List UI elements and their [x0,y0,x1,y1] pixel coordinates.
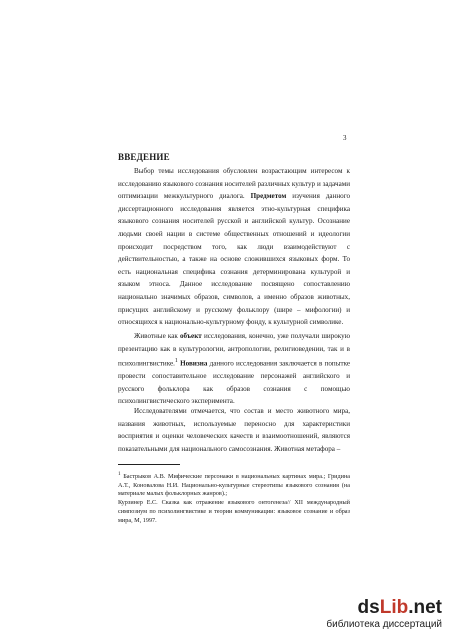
p2-text-a: Животные как [134,332,180,340]
paragraph-intro [118,165,350,329]
footnote-text-1: Бастрыков А.В. Мифические персонажи в национальных картинах мира.; Гридина А.Т., Коновалова Н.И. Национально-культурные стереотипы языкового сознания (на материале малых фольклорных жанров).; [118,473,350,498]
p1-bold-subject: Предметом [250,192,287,201]
p2-text-c: исследования, конечно, уже получали широкую презентацию как в культурологии, антропологии, религиоведении, так и в психолингвистике. [118,332,350,368]
p2-bold-novelty: Новизна [180,359,208,368]
watermark-subtitle: библиотека диссертаций [326,619,442,630]
watermark-ds: ds [357,597,380,618]
watermark-logo [326,598,442,618]
footnote [118,470,350,525]
p2-bold-object: объект [180,332,202,340]
watermark-lib: Lib [379,597,409,618]
paragraph-object [118,330,350,408]
footnote-ref: 1 [174,358,178,365]
footnote-divider [118,464,180,465]
p1-text-c: изучения данного диссертационного исследования является этно-культурная специфика языкового сознания носителей русской и английской культур. Осознание людьми своей нации в системе общественных отношений и идеологии происходит посредством того, как люди взаимодействуют с действительностью, а также на основе сложившихся языковых форм. То есть национальная специфика сознания детерминирована культурой и языком этноса. Данное исследование посвящено сопоставлению национально значимых образов, символов, а именно образов животных, присущих английскому и русскому фольклору (шире – мифологии) и относящихся к национально-культурному фонду, к культурной символике. [118,192,350,327]
p2-text-f: данного исследования заключается в попытке провести сопоставительное исследование персонажей английского и русского фольклора как образов сознания с помощью психолингвистического эксперимента. [118,359,350,406]
watermark [326,598,442,630]
p3-text: Исследователями отмечается, что состав и место животного мира, названия животных, используемые переносно для характеристики восприятия и оценки человеческих качеств и взаимоотношений, являются показательными для национального самосознания. Животная метафора – [118,407,350,453]
watermark-net: .net [408,597,442,618]
page-number: 3 [343,134,347,142]
paragraph-researchers [118,405,350,455]
page-title: ВВЕДЕНИЕ [118,152,170,162]
footnote-text-2: Курзинер Е.С. Сказка как отражение языкового онтогенеза// XII международный симпозиум по психолингвистике и теории коммуникации: языковое сознание и образ мира, М, 1997. [118,499,350,524]
footnote-mark: 1 [118,471,121,477]
p1-text-a: Выбор темы исследования обусловлен возрастающим интересом к исследованию языкового сознания носителей различных культур и задачами оптимизации межкультурного диалога. [118,167,350,201]
